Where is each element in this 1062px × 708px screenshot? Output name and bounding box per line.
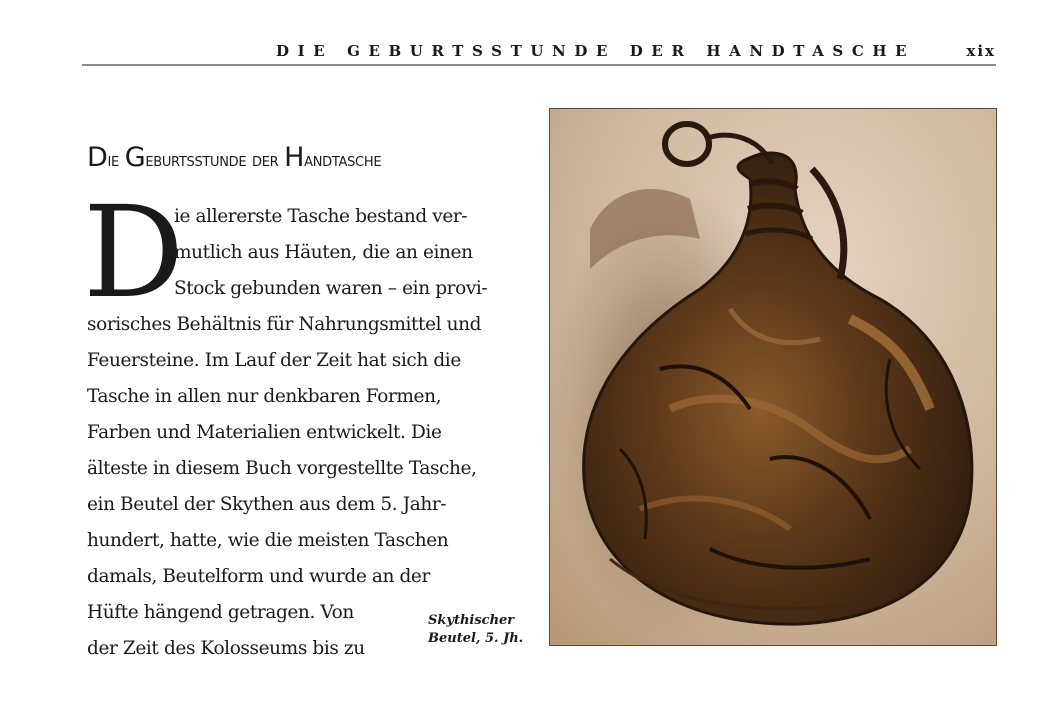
body-line: mutlich aus Häuten, die an einen [174, 242, 473, 263]
running-head [82, 40, 996, 66]
pouch-illustration [550, 109, 996, 645]
heading-rest-2: eburtsstunde der [145, 149, 285, 171]
body-line: ie allererste Tasche bestand ver- [174, 206, 468, 227]
body-line: damals, Beutelform und wurde an der [87, 566, 430, 587]
page-number: xix [966, 42, 996, 60]
body-line: hundert, hatte, wie die meisten Taschen [87, 530, 449, 551]
heading-cap-1: D [87, 142, 108, 173]
scythian-pouch-photo [549, 108, 997, 646]
body-line: Farben und Materialien entwickelt. Die [87, 422, 442, 443]
body-line: Feuersteine. Im Lauf der Zeit hat sich die [87, 350, 461, 371]
heading-cap-3: H [284, 142, 305, 173]
body-line: Hüfte hängend getragen. Von [87, 602, 354, 623]
heading-cap-2: G [124, 142, 146, 173]
body-line: der Zeit des Kolosseums bis zu [87, 638, 365, 659]
body-line: Stock gebunden waren – ein provi- [174, 278, 488, 299]
caption-line-1: Skythischer [428, 613, 515, 628]
body-line: älteste in diesem Buch vorgestellte Tasche, [87, 458, 477, 479]
body-line: Tasche in allen nur denkbaren Formen, [87, 386, 442, 407]
section-heading [87, 142, 527, 173]
heading-rest-3: andtasche [304, 149, 382, 171]
running-title: DIE GEBURTSSTUNDE DER HANDTASCHE [276, 42, 916, 60]
heading-rest-1: ie [107, 149, 125, 171]
drop-cap: D [83, 179, 185, 326]
body-line: ein Beutel der Skythen aus dem 5. Jahr- [87, 494, 447, 515]
body-line: sorisches Behältnis für Nahrungsmittel und [87, 314, 482, 335]
photo-caption [428, 612, 548, 648]
caption-line-2: Beutel, 5. Jh. [428, 631, 524, 646]
